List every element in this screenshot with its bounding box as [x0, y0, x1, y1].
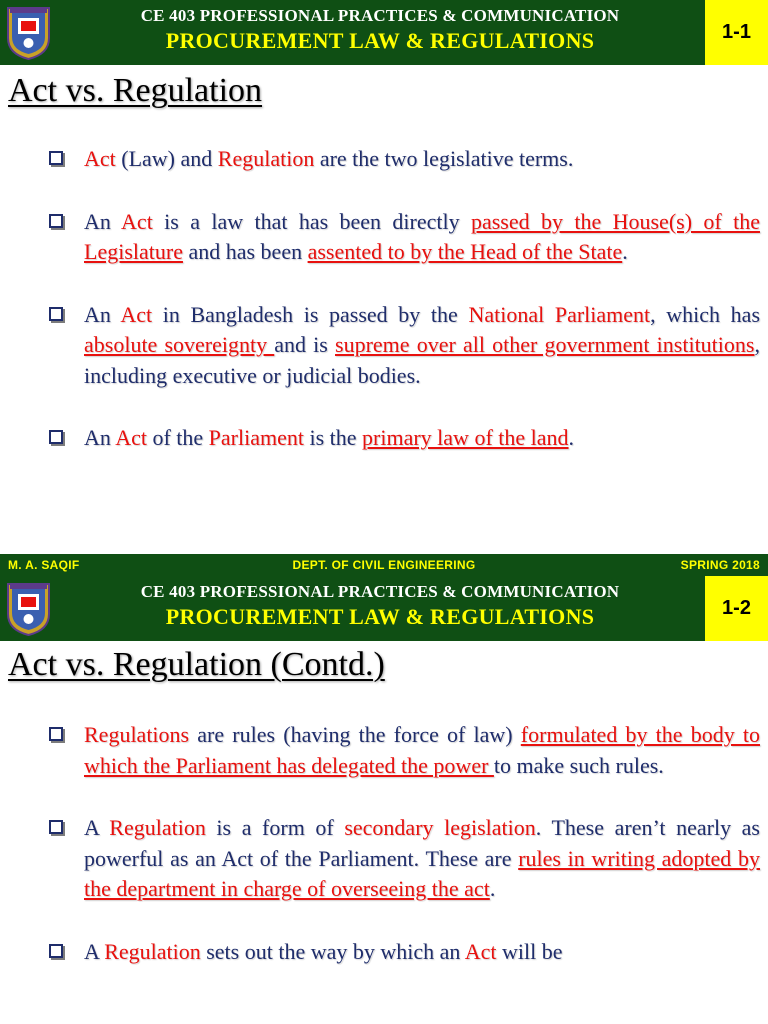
- university-crest-logo: [4, 4, 53, 61]
- slide-title: Act vs. Regulation (Contd.): [8, 646, 385, 683]
- bullet-item: [46, 207, 760, 268]
- footer-department: DEPT. OF CIVIL ENGINEERING: [292, 558, 476, 572]
- bullet-text: will be: [496, 938, 563, 964]
- hollow-square-bullet-icon: [49, 944, 63, 958]
- term-act: Act: [84, 146, 116, 171]
- slide-1-2: [0, 576, 768, 1024]
- emphasis-underlined: passed by the House(s) of the Legislature: [84, 208, 760, 264]
- hollow-square-bullet-icon: [49, 307, 63, 321]
- bullet-text: A: [84, 815, 110, 840]
- bullet-text: are rules (having the force of law): [189, 722, 521, 747]
- slide-header: [0, 576, 768, 641]
- slide-number: 1-2: [705, 576, 768, 641]
- bullet-list: [46, 720, 760, 999]
- bullet-text: is a form of: [205, 815, 345, 840]
- emphasis-underlined: rules in writing adopted by the department in charge of overseeing the act: [84, 845, 760, 901]
- bullet-list: [46, 144, 760, 486]
- course-title: CE 403 PROFESSIONAL PRACTICES & COMMUNICATION: [140, 582, 620, 601]
- bullet-item: [46, 720, 760, 781]
- bullet-item: [46, 300, 760, 392]
- bullet-text: is the: [303, 425, 363, 450]
- emphasis-underlined: absolute sovereignty: [84, 332, 275, 357]
- bullet-text: and is: [274, 332, 336, 357]
- bullet-text: .: [489, 876, 496, 901]
- term-regulation: Regulation: [109, 815, 206, 840]
- term-regulation: Regulation: [104, 938, 201, 964]
- emphasis-underlined: primary law of the land: [362, 425, 569, 450]
- bullet-text: An: [84, 425, 116, 450]
- bullet-text: to make such rules.: [493, 752, 664, 778]
- hollow-square-bullet-icon: [49, 430, 63, 444]
- term-regulation: Regulation: [217, 146, 315, 171]
- subject-title: PROCUREMENT LAW & REGULATIONS: [165, 604, 595, 629]
- slide-title: Act vs. Regulation: [8, 72, 263, 109]
- bullet-text: , which has: [650, 301, 761, 327]
- bullet-text: (Law) and: [115, 146, 218, 171]
- bullet-text: is a law that has been directly: [152, 208, 471, 234]
- bullet-text: , including executive or judicial bodies.: [84, 332, 760, 388]
- footer-term: SPRING 2018: [680, 558, 760, 572]
- bullet-item: [46, 813, 760, 905]
- term-act: Act: [121, 208, 153, 234]
- university-crest-logo: [4, 580, 53, 637]
- term-act: Act: [120, 301, 153, 327]
- bullet-item: [46, 937, 760, 968]
- bullet-text: . These aren’t nearly as powerful as an Act of the Parliament. These are: [84, 815, 760, 871]
- bullet-text: are the two legislative terms.: [314, 146, 574, 171]
- bullet-text: and has been: [182, 239, 308, 264]
- bullet-text: sets out the way by which an: [200, 938, 465, 964]
- subject-title: PROCUREMENT LAW & REGULATIONS: [165, 28, 595, 53]
- term-secondary-legislation: secondary legislation: [344, 815, 536, 840]
- bullet-text: An: [84, 301, 121, 327]
- slide-footer: [0, 554, 768, 576]
- bullet-text: A: [84, 938, 105, 964]
- bullet-text: in Bangladesh is passed by the: [152, 301, 469, 327]
- term-parliament: Parliament: [208, 425, 304, 450]
- bullet-text: .: [568, 425, 575, 450]
- term-act: Act: [115, 425, 147, 450]
- term-national-parliament: National Parliament: [468, 301, 651, 327]
- emphasis-underlined: formulated by the body to which the Parliament has delegated the power: [84, 722, 760, 778]
- emphasis-underlined: supreme over all other government institutions: [335, 332, 755, 357]
- bullet-item: [46, 423, 760, 454]
- emphasis-underlined: assented to by the Head of the State: [307, 239, 623, 264]
- hollow-square-bullet-icon: [49, 727, 63, 741]
- course-title: CE 403 PROFESSIONAL PRACTICES & COMMUNICATION: [140, 6, 620, 25]
- hollow-square-bullet-icon: [49, 820, 63, 834]
- slide-header: [0, 0, 768, 65]
- bullet-text: An: [84, 208, 122, 234]
- bullet-text: .: [622, 239, 628, 264]
- bullet-item: [46, 144, 760, 175]
- hollow-square-bullet-icon: [49, 151, 63, 165]
- slide-number: 1-1: [705, 0, 768, 65]
- term-act: Act: [464, 938, 497, 964]
- hollow-square-bullet-icon: [49, 214, 63, 228]
- bullet-text: of the: [146, 425, 209, 450]
- footer-author: M. A. SAQIF: [8, 558, 80, 572]
- term-regulations: Regulations: [84, 722, 190, 747]
